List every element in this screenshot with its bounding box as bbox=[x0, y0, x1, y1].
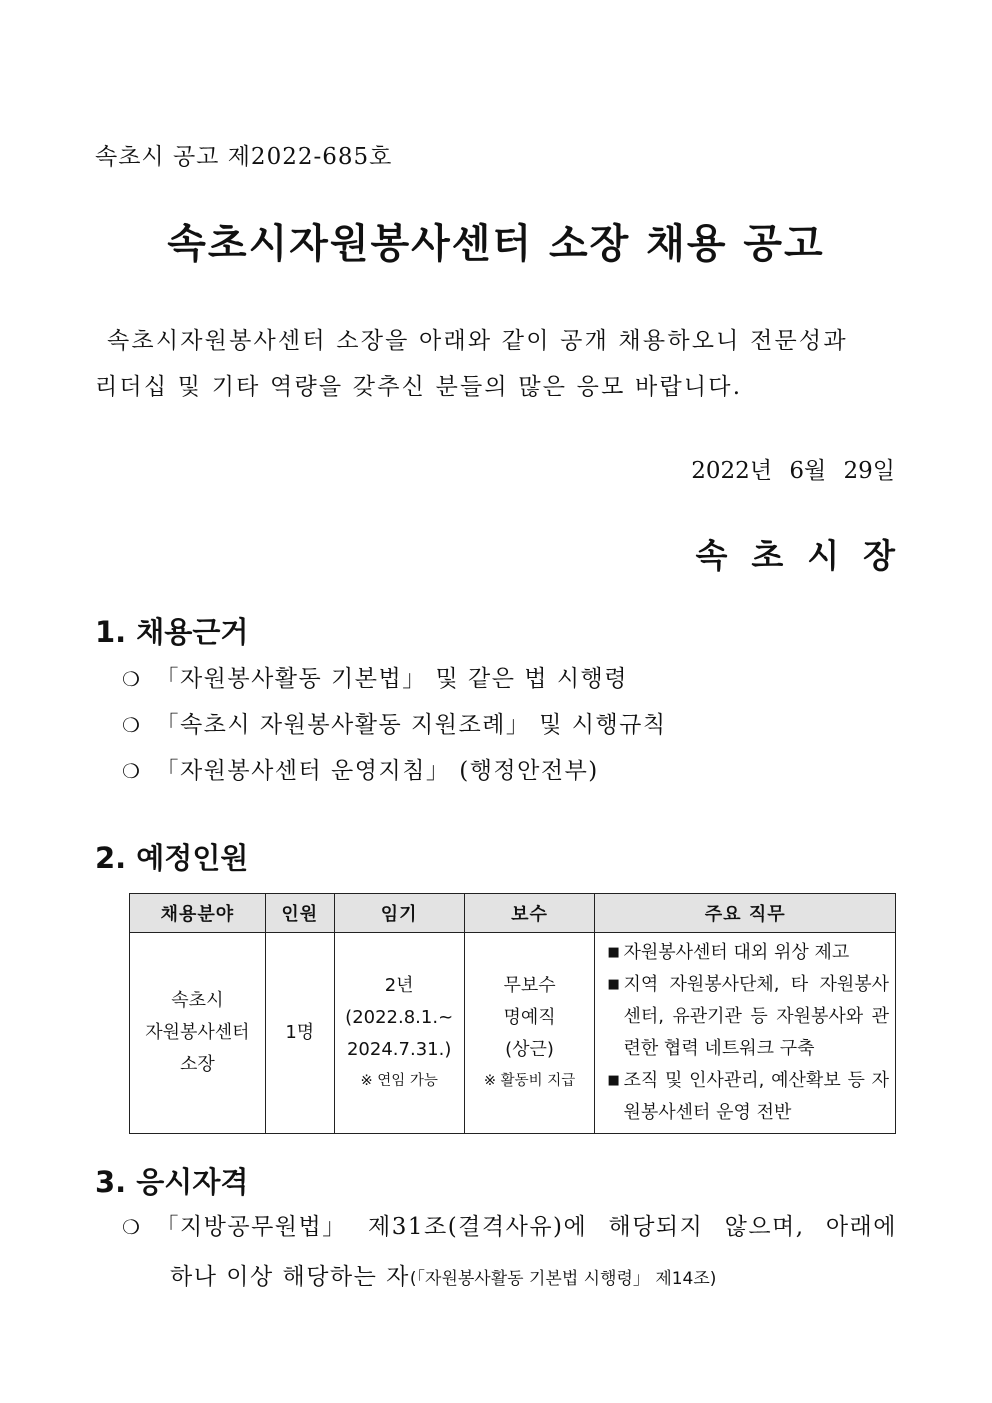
basis-item-text: 「속초시 자원봉사활동 지원조례」 및 시행규칙 bbox=[155, 712, 667, 738]
qualification-line-1 bbox=[122, 1208, 897, 1241]
qualification-word: 「지방공무원법」 bbox=[155, 1214, 347, 1240]
intro-line-2: 리더십 및 기타 역량을 갖추신 분들의 많은 응모 바랍니다. bbox=[95, 374, 743, 400]
recruitment-table bbox=[129, 893, 896, 1134]
issuer-signature: 속초시장 bbox=[695, 536, 919, 575]
duty-text: 자원봉사센터 대외 위상 제고 bbox=[623, 942, 850, 963]
pay-line: (상근) bbox=[505, 1039, 554, 1060]
cell-pay bbox=[464, 933, 595, 1134]
page-title: 속초시자원봉사센터 소장 채용 공고 bbox=[167, 221, 825, 267]
cell-headcount: 1명 bbox=[265, 933, 334, 1134]
list-item bbox=[122, 706, 667, 739]
field-line: 속초시 bbox=[171, 990, 224, 1011]
basis-item-text: 「자원봉사활동 기본법」 및 같은 법 시행령 bbox=[155, 666, 628, 692]
table-header-row bbox=[130, 894, 896, 933]
list-item bbox=[607, 937, 889, 969]
duty-text: 지역 자원봉사단체, 타 자원봉사센터, 유관기관 등 자원봉사와 관련한 협력 네트워크 구축 bbox=[623, 974, 889, 1059]
circle-bullet-icon: ❍ bbox=[122, 759, 142, 783]
section-heading-basis: 1. 채용근거 bbox=[95, 615, 249, 649]
basis-item-text: 「자원봉사센터 운영지침」 (행정안전부) bbox=[155, 758, 599, 784]
square-bullet-icon: ■ bbox=[607, 1073, 620, 1088]
qualification-word: 해당되지 bbox=[608, 1214, 704, 1240]
list-item bbox=[607, 969, 889, 1065]
circle-bullet-icon: ❍ bbox=[122, 713, 142, 737]
section-heading-qualifications: 3. 응시자격 bbox=[95, 1165, 249, 1199]
list-item bbox=[122, 660, 628, 693]
cell-field bbox=[130, 933, 266, 1134]
qualification-text: 하나 이상 해당하는 자 bbox=[170, 1264, 410, 1290]
field-line: 소장 bbox=[180, 1054, 215, 1075]
intro-line-1: 속초시자원봉사센터 소장을 아래와 같이 공개 채용하오니 전문성과 bbox=[107, 328, 848, 354]
qualification-word: 제31조(결격사유)에 bbox=[368, 1214, 588, 1240]
column-header-headcount: 인원 bbox=[265, 894, 334, 933]
term-note: ※ 연임 가능 bbox=[360, 1073, 438, 1089]
cell-term bbox=[334, 933, 464, 1134]
list-item bbox=[122, 752, 599, 785]
cell-duties bbox=[595, 933, 896, 1134]
field-line: 자원봉사센터 bbox=[145, 1022, 250, 1043]
duty-text: 조직 및 인사관리, 예산확보 등 자원봉사센터 운영 전반 bbox=[623, 1070, 889, 1123]
circle-bullet-icon: ❍ bbox=[122, 1215, 142, 1239]
notice-number: 속초시 공고 제2022-685호 bbox=[95, 144, 393, 170]
pay-line: 무보수 bbox=[503, 975, 556, 996]
list-item bbox=[607, 1065, 889, 1129]
qualification-word: 아래에 bbox=[825, 1214, 897, 1240]
table-row bbox=[130, 933, 896, 1134]
qualification-word: 않으며, bbox=[724, 1214, 805, 1240]
column-header-field: 채용분야 bbox=[130, 894, 266, 933]
column-header-duties: 주요 직무 bbox=[595, 894, 896, 933]
pay-note: ※ 활동비 지급 bbox=[483, 1073, 576, 1089]
legal-reference: (「자원봉사활동 기본법 시행령」 제14조) bbox=[409, 1269, 717, 1289]
pay-line: 명예직 bbox=[503, 1007, 556, 1028]
circle-bullet-icon: ❍ bbox=[122, 667, 142, 691]
term-line: 2년 bbox=[384, 975, 414, 996]
column-header-term: 임기 bbox=[334, 894, 464, 933]
section-heading-headcount: 2. 예정인원 bbox=[95, 841, 249, 875]
qualification-line-2 bbox=[170, 1258, 716, 1291]
column-header-pay: 보수 bbox=[464, 894, 595, 933]
square-bullet-icon: ■ bbox=[607, 977, 620, 992]
duty-list bbox=[595, 933, 895, 1133]
square-bullet-icon: ■ bbox=[607, 945, 620, 960]
notice-date: 2022년 6월 29일 bbox=[691, 458, 895, 484]
term-line: (2022.8.1.~ bbox=[345, 1007, 454, 1028]
term-line: 2024.7.31.) bbox=[346, 1039, 452, 1060]
